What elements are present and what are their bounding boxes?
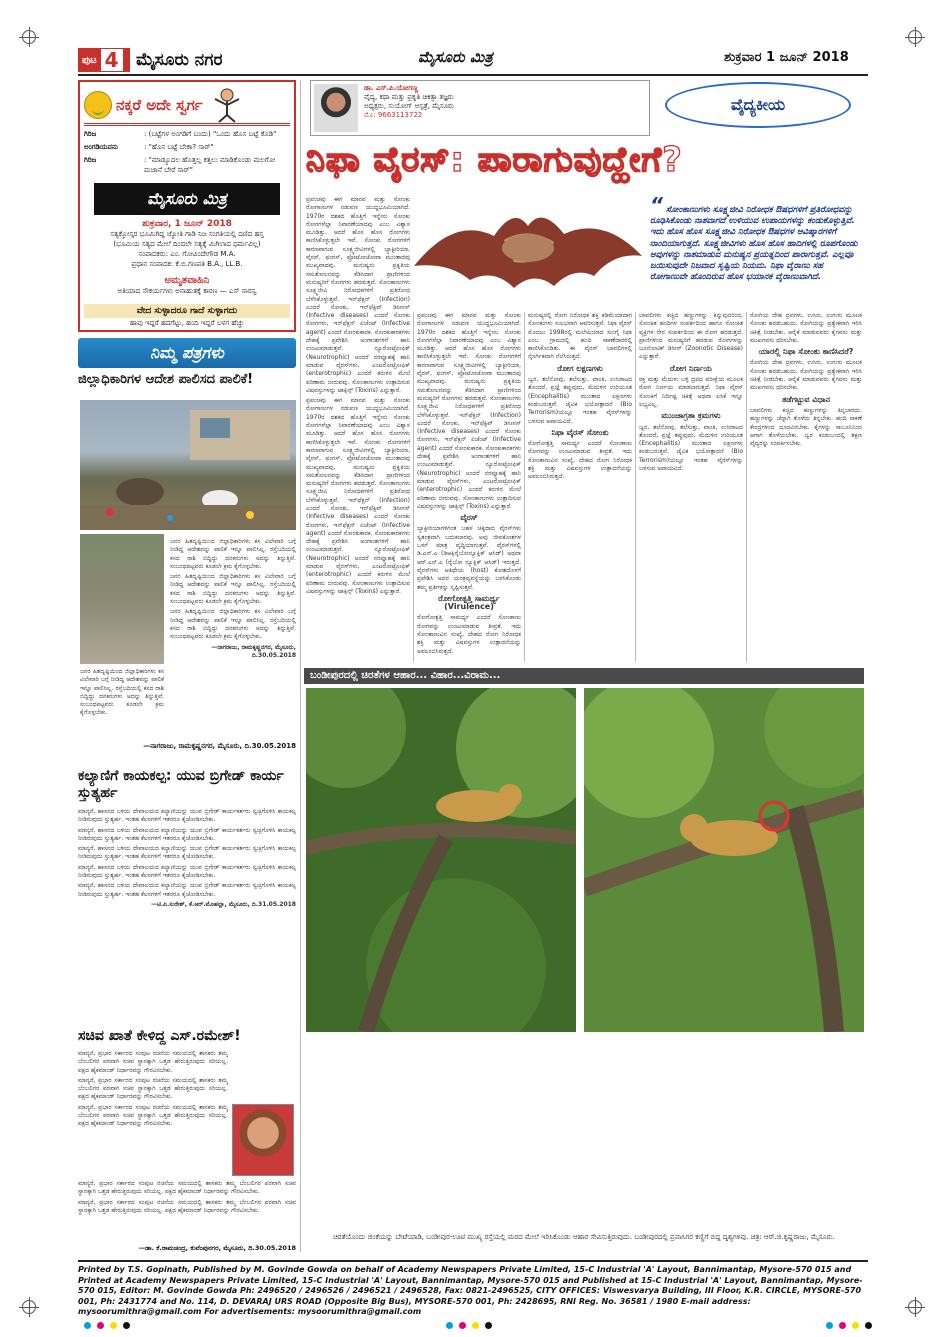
article-headline: ನಿಫಾ ವೈರಸ್: ಪಾರಾಗುವುದ್ಹೇಗೆ? — [306, 140, 683, 180]
page-label: ಪುಟ — [82, 54, 97, 66]
column-rule — [300, 80, 301, 1252]
nakkare-title: ನಕ್ಕರೆ ಅದೇ ಸ್ವರ್ಗ — [116, 95, 203, 114]
photo-story-title: ಬಂಡೀಪುರದಲ್ಲಿ ಚಿರತೆಗಳ ಆಹಾರ... ವಿಹಾರ...ವಿರಾಮ... — [304, 668, 864, 684]
kalyana-headline: ಕಲ್ಯಾಣಿಗೆ ಕಾಯಕಲ್ಪ: ಯುವ ಬ್ರಿಗೇಡ್ ಕಾರ್ಯ ಸ್ತುತ್ಯರ್ಹ — [78, 768, 284, 801]
registration-mark — [908, 30, 922, 44]
registration-mark — [908, 1300, 922, 1314]
color-bar — [826, 1322, 872, 1329]
shashana-body-cont: ಮಾನ್ಯರೆ, ಪ್ರಭಾರ ಸರ್ಕಾರದ ಸಂಪುಟ ರಚನೆಯ ಸಮಯದಲ್ಲಿ ಶಾಸಕರು ತಮ್ಮ ಬೆಂಬಲಿಗರ ಪರವಾಗಿ ಸಚಿವ ಸ್ಥಾನಕ್ಕಾಗಿ ಒತ್ತಡ ಹೇರುತ್ತಿರುವುದು ಸರಿಯಲ್ಲ. ಪಕ್ಷದ ಹೈಕಮಾಂಡ್ ನಿರ್ಧಾರವನ್ನು ಗೌರವಿಸಬೇಕು. ಮಾನ್ಯರೆ, ಪ್ರಭಾರ ಸರ್ಕಾರದ ಸಂಪುಟ ರಚನೆಯ ಸಮಯದಲ್ಲಿ ಶಾಸಕರು ತಮ್ಮ ಬೆಂಬಲಿಗರ ಪರವಾಗಿ ಸಚಿವ ಸ್ಥಾನಕ್ಕಾಗಿ ಒತ್ತಡ ಹೇರುತ್ತಿರುವುದು ಸರಿಯಲ್ಲ. ಪಕ್ಷದ ಹೈಕಮಾಂಡ್ ನಿರ್ಧಾರವನ್ನು ಗೌರವಿಸಬೇಕು. — [78, 1180, 296, 1214]
photo-caption: ಚಿರತೆಯೊಂದು ಜಿಂಕೆಯನ್ನು ಬೇಟೆಯಾಡಿ, ಬಂಡೀಪುರ-ಊಟಿ ಮುಖ್ಯ ರಸ್ತೆಯಲ್ಲಿ ಮರದ ಮೇಲೆ ಇರಿಸಿಕೊಂಡು ಆಹಾರ ಸೇವಿಸುತ್ತಿರುವುದು. ಬಂಡೀಪುರದಲ್ಲಿ ಪ್ರವಾಸಿಗರ ಕಣ್ಣಿಗೆ ಬಿದ್ದ ದೃಶ್ಯಗಳಿವು. ಚಿತ್ರ: ಆರ್.ಜಿ.ಕೃಷ್ಣರಾಜು, ಮೈಸೂರು. — [333, 1233, 835, 1241]
letters-banner: ನಿಮ್ಮ ಪತ್ರಗಳು — [78, 338, 296, 368]
shashana-headline: ಸಚಿವ ಖಾತೆ ಕೇಳಿದ್ದ ಎಸ್.ರಮೇಶ್! — [78, 1028, 241, 1044]
article-col-2: ಪ್ರಪಂಚವು ಈಗ ಮಾನವ ಮತ್ತು ಸೋಂಕು ರೋಗಾಣುಗಳ ನಡುವಣ ಯುದ್ಧಭೂಮಿಯಾಗಿದೆ. 1970ರ ದಶಕದ ಹೊತ್ತಿಗೆ ಇನ್ನೇನು ಸೋಂಕು ರೋಗಗಳೆಲ್ಲಾ ನಿವಾರಣೆಯಾದವು ಎಂಬ ವಿಶ್ವಾಸ ಮೂಡಿತ್ತು. ಆದರೆ ಹೊಸ ಹೊಸ ರೋಗಗಳು ಕಾಣಿಸಿಕೊಳ್ಳುತ್ತಲೇ ಇವೆ. ಸೋಂಕು ರೋಗಗಳಿಗೆ ಕಾರಣವಾಗುವ ಸೂಕ್ಷ್ಮಜೀವಿಗಳಲ್ಲಿ ಬ್ಯಾಕ್ಟೀರಿಯಾ, ವೈರಸ್, ಫಂಗಸ್, ಪ್ರೋಟೋಜೋವಾ ಮುಂತಾದವು ಮುಖ್ಯವಾದವು. ಮನುಷ್ಯನು ಪ್ರಕೃತಿಯ ಸಮತೋಲನವನ್ನು ಕೆಡಿಸಿದಾಗ ಪ್ರಾಣಿಗಳಿಂದ ಮನುಷ್ಯರಿಗೆ ರೋಗಗಳು ಹರಡುತ್ತವೆ. ಸೋಂಕಾಣುಗಳು ಸೂಕ್ಷ್ಮಜೀವಿ ನಿರೋಧಕಗಳಿಗೆ ಪ್ರತಿರೋಧ ಬೆಳೆಸಿಕೊಳ್ಳುತ್ತವೆ. ಇನ್‌ಫೆಕ್ಷನ್ (Infection) ಎಂದರೆ ಸೋಂಕು, ಇನ್‌ಫೆಕ್ಟಿವ್ ಡಿಸೀಸಸ್ (Infective diseases) ಎಂದರೆ ಸೋಂಕು ರೋಗಗಳು, ಇನ್‌ಫೆಕ್ಷನ್ ಏಜೆಂಟ್ (Infective agent) ಎಂದರೆ ಸೋಂಕುಕಾರಕ. ಸೋಂಕುಕಾರಕಗಳು ದೇಹಕ್ಕೆ ಪ್ರವೇಶಿಸಿ ಅಂಗಾಂಶಗಳಿಗೆ ಹಾನಿ ಉಂಟುಮಾಡುತ್ತವೆ. ನ್ಯೂರೋಟ್ರೋಫಿಕ್ (Neurotrophic) ಅಂದರೆ ನರವ್ಯೂಹಕ್ಕೆ ಹಾನಿ ಮಾಡುವ ವೈರಸ್‌ಗಳು, ಎಂಟರೋಟ್ರೋಫಿಕ್ (enterotrophic) ಎಂದರೆ ಕರುಳಿನ ಮೇಲೆ ಪರಿಣಾಮ ಬೀರುವವು. ಸೋಂಕಾಣುಗಳು ಉತ್ಪಾದಿಸುವ ವಿಷವಸ್ತುಗಳನ್ನು ಟಾಕ್ಸಿನ್ಸ್ (Toxins) ಎನ್ನುತ್ತಾರೆ. ವೈರಸ್ ಬ್ಯಾಕ್ಟೀರಿಯಾಗಳಿಗಿಂತ ಬಹಳ ಚಿಕ್ಕದಾದ ವೈರಸ್‌ಗಳು ಸ್ವತಂತ್ರವಾಗಿ ಬದುಕಲಾರವು. ಅವು ಜೀವಕೋಶಗಳ ಒಳಗೆ ಮಾತ್ರ ವೃದ್ಧಿಯಾಗುತ್ತವೆ. ವೈರಸ್‌ಗಳಲ್ಲಿ ಡಿ.ಎನ್.ಎ (ಡಿಆಕ್ಸಿರೈಬೋನ್ಯೂಕ್ಲಿಕ್ ಆಸಿಡ್) ಅಥವಾ ಆರ್.ಎನ್.ಎ (ರೈಬೋ ನ್ಯೂಕ್ಲಿಕ್ ಆಸಿಡ್) ಇರುತ್ತದೆ. ವೈರಸ್‌ಗಳು ಆತಿಥೇಯ (host) ಕೋಶದೊಳಗೆ ಪ್ರವೇಶಿಸಿ ಅದರ ಯಂತ್ರವ್ಯವಸ್ಥೆಯನ್ನು ಬಳಸಿಕೊಂಡು ತಮ್ಮ ಪ್ರತಿಗಳನ್ನು ಸೃಷ್ಟಿಸುತ್ತವೆ. ರೋಗೋತ್ಪತ್ತಿ ಸಾಮರ್ಥ್ಯ (Virulence) ರೋಗೋತ್ಪತ್ತಿ ಸಾಮರ್ಥ್ಯ ಎಂದರೆ ಸೋಂಕಾಣು ರೋಗವನ್ನು ಉಂಟುಮಾಡುವ ತೀವ್ರತೆ. ಇದು ಸೋಂಕಾಣುವಿನ ಸಂಖ್ಯೆ, ದೇಹದ ರೋಗ ನಿರೋಧಕ ಶಕ್ತಿ ಮತ್ತು ವಿಷವಸ್ತುಗಳ ಉತ್ಪಾದನೆಯನ್ನು ಅವಲಂಬಿಸಿರುತ್ತದೆ. — [417, 312, 521, 655]
motto-line: (ಭೂಮಿಯ ಸತ್ಯದ ಮೇಲೆ ದಿಂದಲೇ ಸತ್ಯಕ್ಕೆ ಮಿಗಿಲಾದ ಧರ್ಮವಿಲ್ಲ) — [113, 240, 261, 248]
article-col-4: ಬಾವಲಿಗಳು ಕಚ್ಚಿದ ಹಣ್ಣುಗಳನ್ನು ತಿನ್ನುವುದರಿಂದ, ಸೋಂಕಿತ ಹಂದಿಗಳ ಸಂಪರ್ಕದಿಂದ ಹಾಗೂ ಸೋಂಕಿತ ವ್ಯಕ್ತಿಗಳ ನೇರ ಸಂಪರ್ಕದಿಂದ ಈ ರೋಗ ಹರಡುತ್ತದೆ. ಪ್ರಾಣಿಗಳಿಂದ ಮನುಷ್ಯರಿಗೆ ಹರಡುವ ರೋಗಗಳನ್ನು ಜೂನೋಟಿಕ್ ಡಿಸೀಸ್ (Zoonotic Disease) ಎನ್ನುತ್ತಾರೆ. ರೋಗ ನಿರ್ಣಯ ರಕ್ತ ಮತ್ತು ಮೆದುಳು ಬಳ್ಳಿ ದ್ರವದ ಪರೀಕ್ಷೆಯ ಮೂಲಕ ರೋಗ ನಿರ್ಣಯ ಮಾಡಲಾಗುತ್ತದೆ. ನಿಫಾ ವೈರಸ್ ಸೋಂಕಿಗೆ ನಿರ್ದಿಷ್ಟ ಚಿಕಿತ್ಸೆ ಅಥವಾ ಲಸಿಕೆ ಇನ್ನೂ ಲಭ್ಯವಿಲ್ಲ. ಮುಂಜಾಗ್ರತಾ ಕ್ರಮಗಳು ಜ್ವರ, ತಲೆನೋವು, ತಲೆಸುತ್ತು, ವಾಂತಿ, ಉಸಿರಾಟದ ತೊಂದರೆ, ಪ್ರಜ್ಞೆ ತಪ್ಪುವುದು, ಮೆದುಳಿನ ಉರಿಯೂತ (Encephalitis) ಮುಂತಾದ ಲಕ್ಷಣಗಳು ಕಂಡುಬರುತ್ತವೆ. ಜೈವಿಕ ಭಯೋತ್ಪಾದನೆ (Bio Terrorism)ಯಲ್ಲೂ ಇಂತಹ ವೈರಸ್‌ಗಳನ್ನು ಬಳಸುವ ಅಪಾಯವಿದೆ. — [639, 312, 743, 473]
amrutavahini-title: ಅಮೃತವಾಹಿನಿ — [164, 275, 210, 286]
leopard-photo-1 — [306, 688, 576, 1032]
portrait-photo — [232, 1104, 294, 1176]
shashana-body: ಮಾನ್ಯರೆ, ಪ್ರಭಾರ ಸರ್ಕಾರದ ಸಂಪುಟ ರಚನೆಯ ಸಮಯದಲ್ಲಿ ಶಾಸಕರು ತಮ್ಮ ಬೆಂಬಲಿಗರ ಪರವಾಗಿ ಸಚಿವ ಸ್ಥಾನಕ್ಕಾಗಿ ಒತ್ತಡ ಹೇರುತ್ತಿರುವುದು ಸರಿಯಲ್ಲ. ಪಕ್ಷದ ಹೈಕಮಾಂಡ್ ನಿರ್ಧಾರವನ್ನು ಗೌರವಿಸಬೇಕು. ಮಾನ್ಯರೆ, ಪ್ರಭಾರ ಸರ್ಕಾರದ ಸಂಪುಟ ರಚನೆಯ ಸಮಯದಲ್ಲಿ ಶಾಸಕರು ತಮ್ಮ ಬೆಂಬಲಿಗರ ಪರವಾಗಿ ಸಚಿವ ಸ್ಥಾನಕ್ಕಾಗಿ ಒತ್ತಡ ಹೇರುತ್ತಿರುವುದು ಸರಿಯಲ್ಲ. ಪಕ್ಷದ ಹೈಕಮಾಂಡ್ ನಿರ್ಧಾರವನ್ನು ಗೌರವಿಸಬೇಕು. ಮಾನ್ಯರೆ, ಪ್ರಭಾರ ಸರ್ಕಾರದ ಸಂಪುಟ ರಚನೆಯ ಸಮಯದಲ್ಲಿ ಶಾಸಕರು ತಮ್ಮ ಬೆಂಬಲಿಗರ ಪರವಾಗಿ ಸಚಿವ ಸ್ಥಾನಕ್ಕಾಗಿ ಒತ್ತಡ ಹೇರುತ್ತಿರುವುದು ಸರಿಯಲ್ಲ. ಪಕ್ಷದ ಹೈಕಮಾಂಡ್ ನಿರ್ಧಾರವನ್ನು ಗೌರವಿಸಬೇಕು. — [78, 1050, 228, 1128]
letter-signature: —ನಾಗರಾಜು, ರಾಮಕೃಷ್ಣನಗರ, ಮೈಸೂರು, ದಿ.30.05.2018 — [143, 742, 296, 750]
article-col-3: ಮನುಷ್ಯರಲ್ಲಿ ರೋಗ ನಿರೋಧಕ ಶಕ್ತಿ ಕಡಿಮೆಯಾದಾಗ ಸೋಂಕುಗಳು ಸುಲಭವಾಗಿ ಆವರಿಸುತ್ತವೆ. ನಿಫಾ ವೈರಸ್ ಮೊದಲು 1998ರಲ್ಲಿ ಮಲೇಷಿಯಾದ ಸುಂಗೈ ನಿಫಾ ಎಂಬ ಗ್ರಾಮದಲ್ಲಿ ಹಂದಿ ಸಾಕಣೆದಾರರಲ್ಲಿ ಕಾಣಿಸಿಕೊಂಡಿತು. ಈ ವೈರಸ್ ಬಾವಲಿಗಳಲ್ಲಿ ನೈಸರ್ಗಿಕವಾಗಿ ನೆಲೆಸಿರುತ್ತದೆ. ರೋಗ ಲಕ್ಷಣಗಳು ಜ್ವರ, ತಲೆನೋವು, ತಲೆಸುತ್ತು, ವಾಂತಿ, ಉಸಿರಾಟದ ತೊಂದರೆ, ಪ್ರಜ್ಞೆ ತಪ್ಪುವುದು, ಮೆದುಳಿನ ಉರಿಯೂತ (Encephalitis) ಮುಂತಾದ ಲಕ್ಷಣಗಳು ಕಂಡುಬರುತ್ತವೆ. ಜೈವಿಕ ಭಯೋತ್ಪಾದನೆ (Bio Terrorism)ಯಲ್ಲೂ ಇಂತಹ ವೈರಸ್‌ಗಳನ್ನು ಬಳಸುವ ಅಪಾಯವಿದೆ. ನಿಫಾ ವೈರಸ್ ಸೋಂಕು ರೋಗೋತ್ಪತ್ತಿ ಸಾಮರ್ಥ್ಯ ಎಂದರೆ ಸೋಂಕಾಣು ರೋಗವನ್ನು ಉಂಟುಮಾಡುವ ತೀವ್ರತೆ. ಇದು ಸೋಂಕಾಣುವಿನ ಸಂಖ್ಯೆ, ದೇಹದ ರೋಗ ನಿರೋಧಕ ಶಕ್ತಿ ಮತ್ತು ವಿಷವಸ್ತುಗಳ ಉತ್ಪಾದನೆಯನ್ನು ಅವಲಂಬಿಸಿರುತ್ತದೆ. — [528, 312, 632, 481]
smiley-icon — [84, 91, 112, 119]
color-bar — [84, 1322, 130, 1329]
letter-body: ಜನರ ಹಿತದೃಷ್ಟಿಯಿಂದ ಜಿಲ್ಲಾಧಿಕಾರಿಗಳು ಕಸ ವಿಲೇವಾರಿ ಬಗ್ಗೆ ನೀಡಿದ್ದ ಆದೇಶವನ್ನು ಪಾಲಿಕೆ ಇನ್ನೂ ಪಾಲಿಸಿಲ್ಲ. ರಸ್ತೆಬದಿಯಲ್ಲಿ ಕಸದ ರಾಶಿ ಬಿದ್ದಿದ್ದು ದನಕರುಗಳು ಅದನ್ನು ತಿನ್ನುತ್ತಿವೆ. ಸಂಬಂಧಪಟ್ಟವರು ಕೂಡಲೇ ಕ್ರಮ ಕೈಗೊಳ್ಳಬೇಕು. ಜನರ ಹಿತದೃಷ್ಟಿಯಿಂದ ಜಿಲ್ಲಾಧಿಕಾರಿಗಳು ಕಸ ವಿಲೇವಾರಿ ಬಗ್ಗೆ ನೀಡಿದ್ದ ಆದೇಶವನ್ನು ಪಾಲಿಕೆ ಇನ್ನೂ ಪಾಲಿಸಿಲ್ಲ. ರಸ್ತೆಬದಿಯಲ್ಲಿ ಕಸದ ರಾಶಿ ಬಿದ್ದಿದ್ದು ದನಕರುಗಳು ಅದನ್ನು ತಿನ್ನುತ್ತಿವೆ. ಸಂಬಂಧಪಟ್ಟವರು ಕೂಡಲೇ ಕ್ರಮ ಕೈಗೊಳ್ಳಬೇಕು. ಜನರ ಹಿತದೃಷ್ಟಿಯಿಂದ ಜಿಲ್ಲಾಧಿಕಾರಿಗಳು ಕಸ ವಿಲೇವಾರಿ ಬಗ್ಗೆ ನೀಡಿದ್ದ ಆದೇಶವನ್ನು ಪಾಲಿಕೆ ಇನ್ನೂ ಪಾಲಿಸಿಲ್ಲ. ರಸ್ತೆಬದಿಯಲ್ಲಿ ಕಸದ ರಾಶಿ ಬಿದ್ದಿದ್ದು ದನಕರುಗಳು ಅದನ್ನು ತಿನ್ನುತ್ತಿವೆ. ಸಂಬಂಧಪಟ್ಟವರು ಕೂಡಲೇ ಕ್ರಮ ಕೈಗೊಳ್ಳಬೇಕು. —ನಾಗರಾಜು, ರಾಮಕೃಷ್ಣನಗರ, ಮೈಸೂರು, ದಿ.30.05.2018 — [170, 538, 296, 659]
bat-illustration — [414, 196, 642, 308]
registration-mark — [22, 30, 36, 44]
column-rule — [524, 312, 525, 662]
nakkare-box — [78, 80, 296, 332]
kalyana-body: ಮಾನ್ಯರೆ, ಹಾಸನದ ಬಳಿಯ ದೇವಾಲಯದ ಕಲ್ಯಾಣಿಯನ್ನು ಯುವ ಬ್ರಿಗೇಡ್ ಕಾರ್ಯಕರ್ತರು ಸ್ವಚ್ಛಗೊಳಿಸಿ ಕಾಯಕಲ್ಪ ನೀಡಿರುವುದು ಸ್ತುತ್ಯರ್ಹ. ಇಂತಹ ಕೆಲಸಗಳಿಗೆ ಇತರರೂ ಕೈಜೋಡಿಸಬೇಕು. ಮಾನ್ಯರೆ, ಹಾಸನದ ಬಳಿಯ ದೇವಾಲಯದ ಕಲ್ಯಾಣಿಯನ್ನು ಯುವ ಬ್ರಿಗೇಡ್ ಕಾರ್ಯಕರ್ತರು ಸ್ವಚ್ಛಗೊಳಿಸಿ ಕಾಯಕಲ್ಪ ನೀಡಿರುವುದು ಸ್ತುತ್ಯರ್ಹ. ಇಂತಹ ಕೆಲಸಗಳಿಗೆ ಇತರರೂ ಕೈಜೋಡಿಸಬೇಕು. ಮಾನ್ಯರೆ, ಹಾಸನದ ಬಳಿಯ ದೇವಾಲಯದ ಕಲ್ಯಾಣಿಯನ್ನು ಯುವ ಬ್ರಿಗೇಡ್ ಕಾರ್ಯಕರ್ತರು ಸ್ವಚ್ಛಗೊಳಿಸಿ ಕಾಯಕಲ್ಪ ನೀಡಿರುವುದು ಸ್ತುತ್ಯರ್ಹ. ಇಂತಹ ಕೆಲಸಗಳಿಗೆ ಇತರರೂ ಕೈಜೋಡಿಸಬೇಕು. ಮಾನ್ಯರೆ, ಹಾಸನದ ಬಳಿಯ ದೇವಾಲಯದ ಕಲ್ಯಾಣಿಯನ್ನು ಯುವ ಬ್ರಿಗೇಡ್ ಕಾರ್ಯಕರ್ತರು ಸ್ವಚ್ಛಗೊಳಿಸಿ ಕಾಯಕಲ್ಪ ನೀಡಿರುವುದು ಸ್ತುತ್ಯರ್ಹ. ಇಂತಹ ಕೆಲಸಗಳಿಗೆ ಇತರರೂ ಕೈಜೋಡಿಸಬೇಕು. ಮಾನ್ಯರೆ, ಹಾಸನದ ಬಳಿಯ ದೇವಾಲಯದ ಕಲ್ಯಾಣಿಯನ್ನು ಯುವ ಬ್ರಿಗೇಡ್ ಕಾರ್ಯಕರ್ತರು ಸ್ವಚ್ಛಗೊಳಿಸಿ ಕಾಯಕಲ್ಪ ನೀಡಿರುವುದು ಸ್ತುತ್ಯರ್ಹ. ಇಂತಹ ಕೆಲಸಗಳಿಗೆ ಇತರರೂ ಕೈಜೋಡಿಸಬೇಕು. —ಟಿ.ಪಿ.ಸುರೇಶ್, ಕೆ.ಆರ್.ಮೊಹಲ್ಲಾ, ಮೈಸೂರು, ದಿ.31.05.2018 — [78, 808, 296, 908]
section-label: ವೈದ್ಯಕೀಯ — [665, 82, 851, 128]
garbage-photo — [80, 400, 296, 530]
shashana-signature: —ಡಾ. ಕೆ.ರಾಮಚಂದ್ರ, ಕುವೆಂಪುನಗರ, ಮೈಸೂರು, ದಿ.30.05.2018 — [138, 1244, 296, 1252]
author-info: ಡಾ. ಎಸ್.ಪಿ.ಯೋಗಣ್ಣ ವೈದ್ಯ, ಕಥಾ ಮತ್ತು ಪ್ರಕೃತಿ ಚಿಕಿತ್ಸಾ ತಜ್ಞರು ಅಧ್ಯಕ್ಷರು, ಸುಯೋಗ್ ಆಸ್ಪತ್ರೆ, ಮೈಸೂರು ಮೊ: 9663113722 — [364, 84, 454, 119]
page-number-badge — [78, 48, 130, 72]
article-col-1: ಪ್ರಪಂಚವು ಈಗ ಮಾನವ ಮತ್ತು ಸೋಂಕು ರೋಗಾಣುಗಳ ನಡುವಣ ಯುದ್ಧಭೂಮಿಯಾಗಿದೆ. 1970ರ ದಶಕದ ಹೊತ್ತಿಗೆ ಇನ್ನೇನು ಸೋಂಕು ರೋಗಗಳೆಲ್ಲಾ ನಿವಾರಣೆಯಾದವು ಎಂಬ ವಿಶ್ವಾಸ ಮೂಡಿತ್ತು. ಆದರೆ ಹೊಸ ಹೊಸ ರೋಗಗಳು ಕಾಣಿಸಿಕೊಳ್ಳುತ್ತಲೇ ಇವೆ. ಸೋಂಕು ರೋಗಗಳಿಗೆ ಕಾರಣವಾಗುವ ಸೂಕ್ಷ್ಮಜೀವಿಗಳಲ್ಲಿ ಬ್ಯಾಕ್ಟೀರಿಯಾ, ವೈರಸ್, ಫಂಗಸ್, ಪ್ರೋಟೋಜೋವಾ ಮುಂತಾದವು ಮುಖ್ಯವಾದವು. ಮನುಷ್ಯನು ಪ್ರಕೃತಿಯ ಸಮತೋಲನವನ್ನು ಕೆಡಿಸಿದಾಗ ಪ್ರಾಣಿಗಳಿಂದ ಮನುಷ್ಯರಿಗೆ ರೋಗಗಳು ಹರಡುತ್ತವೆ. ಸೋಂಕಾಣುಗಳು ಸೂಕ್ಷ್ಮಜೀವಿ ನಿರೋಧಕಗಳಿಗೆ ಪ್ರತಿರೋಧ ಬೆಳೆಸಿಕೊಳ್ಳುತ್ತವೆ. ಇನ್‌ಫೆಕ್ಷನ್ (Infection) ಎಂದರೆ ಸೋಂಕು, ಇನ್‌ಫೆಕ್ಟಿವ್ ಡಿಸೀಸಸ್ (Infective diseases) ಎಂದರೆ ಸೋಂಕು ರೋಗಗಳು, ಇನ್‌ಫೆಕ್ಷನ್ ಏಜೆಂಟ್ (Infective agent) ಎಂದರೆ ಸೋಂಕುಕಾರಕ. ಸೋಂಕುಕಾರಕಗಳು ದೇಹಕ್ಕೆ ಪ್ರವೇಶಿಸಿ ಅಂಗಾಂಶಗಳಿಗೆ ಹಾನಿ ಉಂಟುಮಾಡುತ್ತವೆ. ನ್ಯೂರೋಟ್ರೋಫಿಕ್ (Neurotrophic) ಅಂದರೆ ನರವ್ಯೂಹಕ್ಕೆ ಹಾನಿ ಮಾಡುವ ವೈರಸ್‌ಗಳು, ಎಂಟರೋಟ್ರೋಫಿಕ್ (enterotrophic) ಎಂದರೆ ಕರುಳಿನ ಮೇಲೆ ಪರಿಣಾಮ ಬೀರುವವು. ಸೋಂಕಾಣುಗಳು ಉತ್ಪಾದಿಸುವ ವಿಷವಸ್ತುಗಳನ್ನು ಟಾಕ್ಸಿನ್ಸ್ (Toxins) ಎನ್ನುತ್ತಾರೆ. ಪ್ರಪಂಚವು ಈಗ ಮಾನವ ಮತ್ತು ಸೋಂಕು ರೋಗಾಣುಗಳ ನಡುವಣ ಯುದ್ಧಭೂಮಿಯಾಗಿದೆ. 1970ರ ದಶಕದ ಹೊತ್ತಿಗೆ ಇನ್ನೇನು ಸೋಂಕು ರೋಗಗಳೆಲ್ಲಾ ನಿವಾರಣೆಯಾದವು ಎಂಬ ವಿಶ್ವಾಸ ಮೂಡಿತ್ತು. ಆದರೆ ಹೊಸ ಹೊಸ ರೋಗಗಳು ಕಾಣಿಸಿಕೊಳ್ಳುತ್ತಲೇ ಇವೆ. ಸೋಂಕು ರೋಗಗಳಿಗೆ ಕಾರಣವಾಗುವ ಸೂಕ್ಷ್ಮಜೀವಿಗಳಲ್ಲಿ ಬ್ಯಾಕ್ಟೀರಿಯಾ, ವೈರಸ್, ಫಂಗಸ್, ಪ್ರೋಟೋಜೋವಾ ಮುಂತಾದವು ಮುಖ್ಯವಾದವು. ಮನುಷ್ಯನು ಪ್ರಕೃತಿಯ ಸಮತೋಲನವನ್ನು ಕೆಡಿಸಿದಾಗ ಪ್ರಾಣಿಗಳಿಂದ ಮನುಷ್ಯರಿಗೆ ರೋಗಗಳು ಹರಡುತ್ತವೆ. ಸೋಂಕಾಣುಗಳು ಸೂಕ್ಷ್ಮಜೀವಿ ನಿರೋಧಕಗಳಿಗೆ ಪ್ರತಿರೋಧ ಬೆಳೆಸಿಕೊಳ್ಳುತ್ತವೆ. ಇನ್‌ಫೆಕ್ಷನ್ (Infection) ಎಂದರೆ ಸೋಂಕು, ಇನ್‌ಫೆಕ್ಟಿವ್ ಡಿಸೀಸಸ್ (Infective diseases) ಎಂದರೆ ಸೋಂಕು ರೋಗಗಳು, ಇನ್‌ಫೆಕ್ಷನ್ ಏಜೆಂಟ್ (Infective agent) ಎಂದರೆ ಸೋಂಕುಕಾರಕ. ಸೋಂಕುಕಾರಕಗಳು ದೇಹಕ್ಕೆ ಪ್ರವೇಶಿಸಿ ಅಂಗಾಂಶಗಳಿಗೆ ಹಾನಿ ಉಂಟುಮಾಡುತ್ತವೆ. ನ್ಯೂರೋಟ್ರೋಫಿಕ್ (Neurotrophic) ಅಂದರೆ ನರವ್ಯೂಹಕ್ಕೆ ಹಾನಿ ಮಾಡುವ ವೈರಸ್‌ಗಳು, ಎಂಟರೋಟ್ರೋಫಿಕ್ (enterotrophic) ಎಂದರೆ ಕರುಳಿನ ಮೇಲೆ ಪರಿಣಾಮ ಬೀರುವವು. ಸೋಂಕಾಣುಗಳು ಉತ್ಪಾದಿಸುವ ವಿಷವಸ್ತುಗಳನ್ನು ಟಾಕ್ಸಿನ್ಸ್ (Toxins) ಎನ್ನುತ್ತಾರೆ. — [306, 196, 410, 595]
registration-mark — [22, 1300, 36, 1314]
amrutavahini-text: ಅತಿಯಾದ ಸೌಕರ್ಯಗಳು ಅನಾಹುತಕ್ಕೆ ಕಾರಣ — ಎಸ್ ಸಾರಸ್ವ — [117, 287, 257, 295]
column-rule — [413, 312, 414, 662]
editor-line: ಸಂಪಾದಕರು: ಎಂ. ಗೋವಿಂದೇಗೌಡ M.A. — [138, 250, 236, 258]
leopard-photo-2 — [584, 688, 864, 1032]
issue-date: ಶುಕ್ರವಾರ 1 ಜೂನ್ 2018 — [724, 50, 849, 65]
motto-line: ಸತ್ಯಕ್ಕೋಸ್ಕರ ಭೂಮಿಗಿದ್ದ ಜ್ಯೋತಿ ಗಾಡಿ ನಿಜ ಸಂಗತಿಯಲ್ಲಿ ದಣಿದ ಹಸ್ತ — [110, 230, 264, 238]
page-number: 4 — [101, 49, 123, 71]
section-title: ಮೈಸೂರು ನಗರ — [136, 50, 223, 70]
author-photo — [314, 84, 358, 132]
joke-line: ಗಿರಿಜ : (ಬಟ್ಟೆಗಳ ಅಂಗಡಿಗೆ ಬಂದು) "ಒಂದು ಹೊಸ ಬಟ್ಟೆ ಕೊಡಿ" — [84, 130, 277, 138]
cartoon-figure-icon — [207, 87, 247, 123]
proverb-title: ವೇದ ಸುಳ್ಳಾದರೂ ಗಾದೆ ಸುಳ್ಳಾಗದು — [84, 304, 290, 318]
article-col-5: ರೋಗಿಯ ದೇಹ ದ್ರವಗಳು, ಉಸಿರು, ಉಗುಳು ಮೂಲಕ ಸೋಂಕು ಹರಡಬಹುದು. ರೋಗಿಯನ್ನು ಪ್ರತ್ಯೇಕವಾಗಿ ಇರಿಸಿ ಚಿಕಿತ್ಸೆ ನೀಡಬೇಕು. ಆರೈಕೆ ಮಾಡುವವರು ಕೈಗವಸು ಮತ್ತು ಮುಖಗವಸು ಧರಿಸಬೇಕು. ಯಾರಲ್ಲಿ ನಿಫಾ ಸೋಂಕು ಕಾಣಿಸಿದರೆ? ರೋಗಿಯ ದೇಹ ದ್ರವಗಳು, ಉಸಿರು, ಉಗುಳು ಮೂಲಕ ಸೋಂಕು ಹರಡಬಹುದು. ರೋಗಿಯನ್ನು ಪ್ರತ್ಯೇಕವಾಗಿ ಇರಿಸಿ ಚಿಕಿತ್ಸೆ ನೀಡಬೇಕು. ಆರೈಕೆ ಮಾಡುವವರು ಕೈಗವಸು ಮತ್ತು ಮುಖಗವಸು ಧರಿಸಬೇಕು. ತಡೆಗಟ್ಟುವ ವಿಧಾನ ಬಾವಲಿಗಳು ಕಚ್ಚಿದ ಹಣ್ಣುಗಳನ್ನು ತಿನ್ನಬಾರದು. ಹಣ್ಣುಗಳನ್ನು ಚೆನ್ನಾಗಿ ತೊಳೆದು ತಿನ್ನಬೇಕು. ಹಂದಿ ಸಾಕಣೆ ಕೇಂದ್ರಗಳಿಂದ ದೂರವಿರಬೇಕು. ಕೈಗಳನ್ನು ಸಾಬೂನಿನಿಂದ ಆಗಾಗ ತೊಳೆಯಬೇಕು. ಜ್ವರ ಕಂಡುಬಂದಲ್ಲಿ ತಕ್ಷಣ ವೈದ್ಯರನ್ನು ಸಂಪರ್ಕಿಸಬೇಕು. — [750, 312, 862, 448]
color-bar — [446, 1322, 492, 1329]
pull-quote: “ ಸೋಂಕಾಣುಗಳು ಸೂಕ್ಷ್ಮಜೀವಿ ನಿರೋಧಕ ಔಷಧಗಳಿಗೆ ಪ್ರತಿರೋಧವನ್ನು ರೂಢಿಸಿಕೊಂಡು ನಾಶವಾಗದೆ ಉಳಿಯುವ ಉಪಾಯಗಳನ್ನು ಕಂಡುಕೊಳ್ಳುತ್ತಿವೆ. ಇದು ಹೊಸ ಹೊಸ ಸೂಕ್ಷ್ಮಜೀವಿ ನಿರೋಧಕ ಔಷಧಗಳ ಆವಿಷ್ಕಾರಗಳಿಗೆ ನಾಂದಿಯಾಗುತ್ತದೆ. ಸೂಕ್ಷ್ಮಜೀವಿಗಳು ಹೊಸ ಹೊಸ ಹಾದಿಗಳಲ್ಲಿ ರೂಪಗೊಂಡು ಅವುಗಳನ್ನು ನಾಶಮಾಡುವ ಮನುಷ್ಯನ ಪ್ರಯತ್ನದಿಂದ ಪಾರಾಗುತ್ತವೆ. ಎಲ್ಲವೂ ಜಯಿಸುವುದೇ ನಿಜವಾದ ಸೃಷ್ಟಿಯ ನಿಯಮ. ನಿಫಾ ವೈರಾಣು ಸಹ ರೋಗಾಣುವೇ ಹೊಂದಿರುವ ಹೊಸ ಭಯಾನಕ ವೈರಾಣುವಾಗಿದೆ. — [650, 193, 858, 283]
column-rule — [635, 312, 636, 662]
author-box — [310, 80, 650, 136]
imprint-footer: Printed by T.S. Gopinath, Published by M. Govinde Gowda on behalf of Academy Newspapers Private Limited, 15-C Industrial 'A' Layout, Bannimantap, Mysore-570 015 and Printed at Academy Newspapers Private Limited, 15-C Industrial 'A' Layout, Bannimantap, Mysore-570 015 and Published at 15-C Industrial 'A' Layout, Bannimantap, Mysore-570 015, Editor: M. Govinde Gowda Ph: 2496520 / 2496526 / 2496521 / 2496528, Fax: 0821-2496525, CITY OFFICES: Viswesvarya Building, III Floor, K.R. CIRCLE, MYSORE-570 001, Ph: 2431774 and No. 114, D. DEVARAJ URS ROAD (Opposite Big Bus), MYSORE-570 001, Ph: 2428695, RNI Reg. No. 36581 / 1980 E-mail address: mysoorumithra@gmail.com For advertisements: mysoorumithra@gmail.com — [78, 1260, 868, 1318]
drain-photo — [80, 534, 164, 664]
letter-body-cont: ಜನರ ಹಿತದೃಷ್ಟಿಯಿಂದ ಜಿಲ್ಲಾಧಿಕಾರಿಗಳು ಕಸ ವಿಲೇವಾರಿ ಬಗ್ಗೆ ನೀಡಿದ್ದ ಆದೇಶವನ್ನು ಪಾಲಿಕೆ ಇನ್ನೂ ಪಾಲಿಸಿಲ್ಲ. ರಸ್ತೆಬದಿಯಲ್ಲಿ ಕಸದ ರಾಶಿ ಬಿದ್ದಿದ್ದು ದನಕರುಗಳು ಅದನ್ನು ತಿನ್ನುತ್ತಿವೆ. ಸಂಬಂಧಪಟ್ಟವರು ಕೂಡಲೇ ಕ್ರಮ ಕೈಗೊಳ್ಳಬೇಕು. — [80, 668, 164, 717]
brand-logo: ಮೈಸೂರು ಮಿತ್ರ — [94, 183, 280, 215]
nakkare-date: ಶುಕ್ರವಾರ, 1 ಜೂನ್ 2018 — [142, 219, 232, 229]
nakkare-title-bar — [84, 86, 290, 126]
masthead: ಮೈಸೂರು ಮಿತ್ರ — [418, 48, 493, 66]
editor-line: ಪ್ರಧಾನ ಸಂಪಾದಕ: ಕೆ.ಬಿ.ಗಣಪತಿ B.A., LL.B. — [131, 260, 243, 268]
letter-headline: ಜಿಲ್ಲಾಧಿಕಾರಿಗಳ ಆದೇಶ ಪಾಲಿಸದ ಪಾಲಿಕೆ! — [78, 372, 254, 387]
header-rule — [78, 74, 868, 76]
quote-icon: “ — [650, 193, 663, 217]
joke-line: ಅಂಗಡಿಯವನು : "ಹೊಸ ಬಟ್ಟೆ ಬೇಕಾ? ಸಾರ್" — [84, 143, 214, 151]
joke-line: ಗಿರಿಜ : "ಮಾಡ್ಯೂದಲ ಹೊತ್ತಲ್ಲ ಕತ್ತಲು ಮಾಡಿಕೊಂಡು ಮಲಗೋ ಮಜಾನೆ ಬೇರೆ ಸಾರ್" — [84, 156, 276, 174]
column-rule — [746, 312, 747, 662]
proverb-text: ಹಾವು ಇದ್ದರೆ ಹದಗೆಟ್ಟು, ಹಂದಿ ಇದ್ದರೆ ಬಳಗ ಹೆಚ್ಚು — [129, 319, 245, 327]
